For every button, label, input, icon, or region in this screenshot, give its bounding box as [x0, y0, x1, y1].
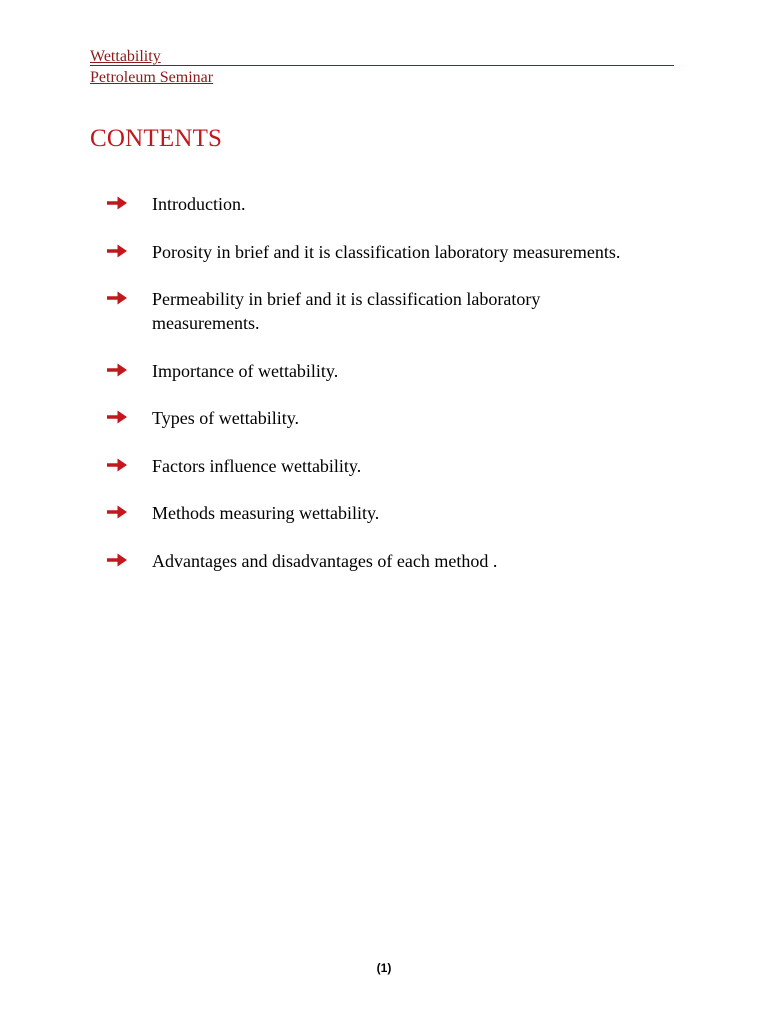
list-item-text: Permeability in brief and it is classification laboratory measurements.	[152, 289, 541, 333]
right-arrow-icon	[106, 195, 128, 211]
right-arrow-icon	[106, 243, 128, 259]
header-subtitle: Petroleum Seminar	[90, 69, 214, 86]
list-item-text: Advantages and disadvantages of each method .	[152, 551, 498, 571]
list-item-text: Methods measuring wettability.	[152, 503, 380, 523]
contents-heading: CONTENTS	[90, 125, 223, 152]
list-item-text: Introduction.	[152, 194, 246, 214]
right-arrow-icon	[106, 552, 128, 568]
right-arrow-icon	[106, 290, 128, 306]
right-arrow-icon	[106, 504, 128, 520]
list-item-text: Importance of wettability.	[152, 361, 339, 381]
right-arrow-icon	[106, 409, 128, 425]
right-arrow-icon	[106, 362, 128, 378]
right-arrow-icon	[106, 457, 128, 473]
list-item-text: Porosity in brief and it is classification laboratory measurements.	[152, 242, 621, 262]
header-title: Wettability	[90, 48, 161, 65]
list-item-text: Factors influence wettability.	[152, 456, 362, 476]
list-item-text: Types of wettability.	[152, 408, 300, 428]
page-number: (1)	[376, 961, 392, 975]
